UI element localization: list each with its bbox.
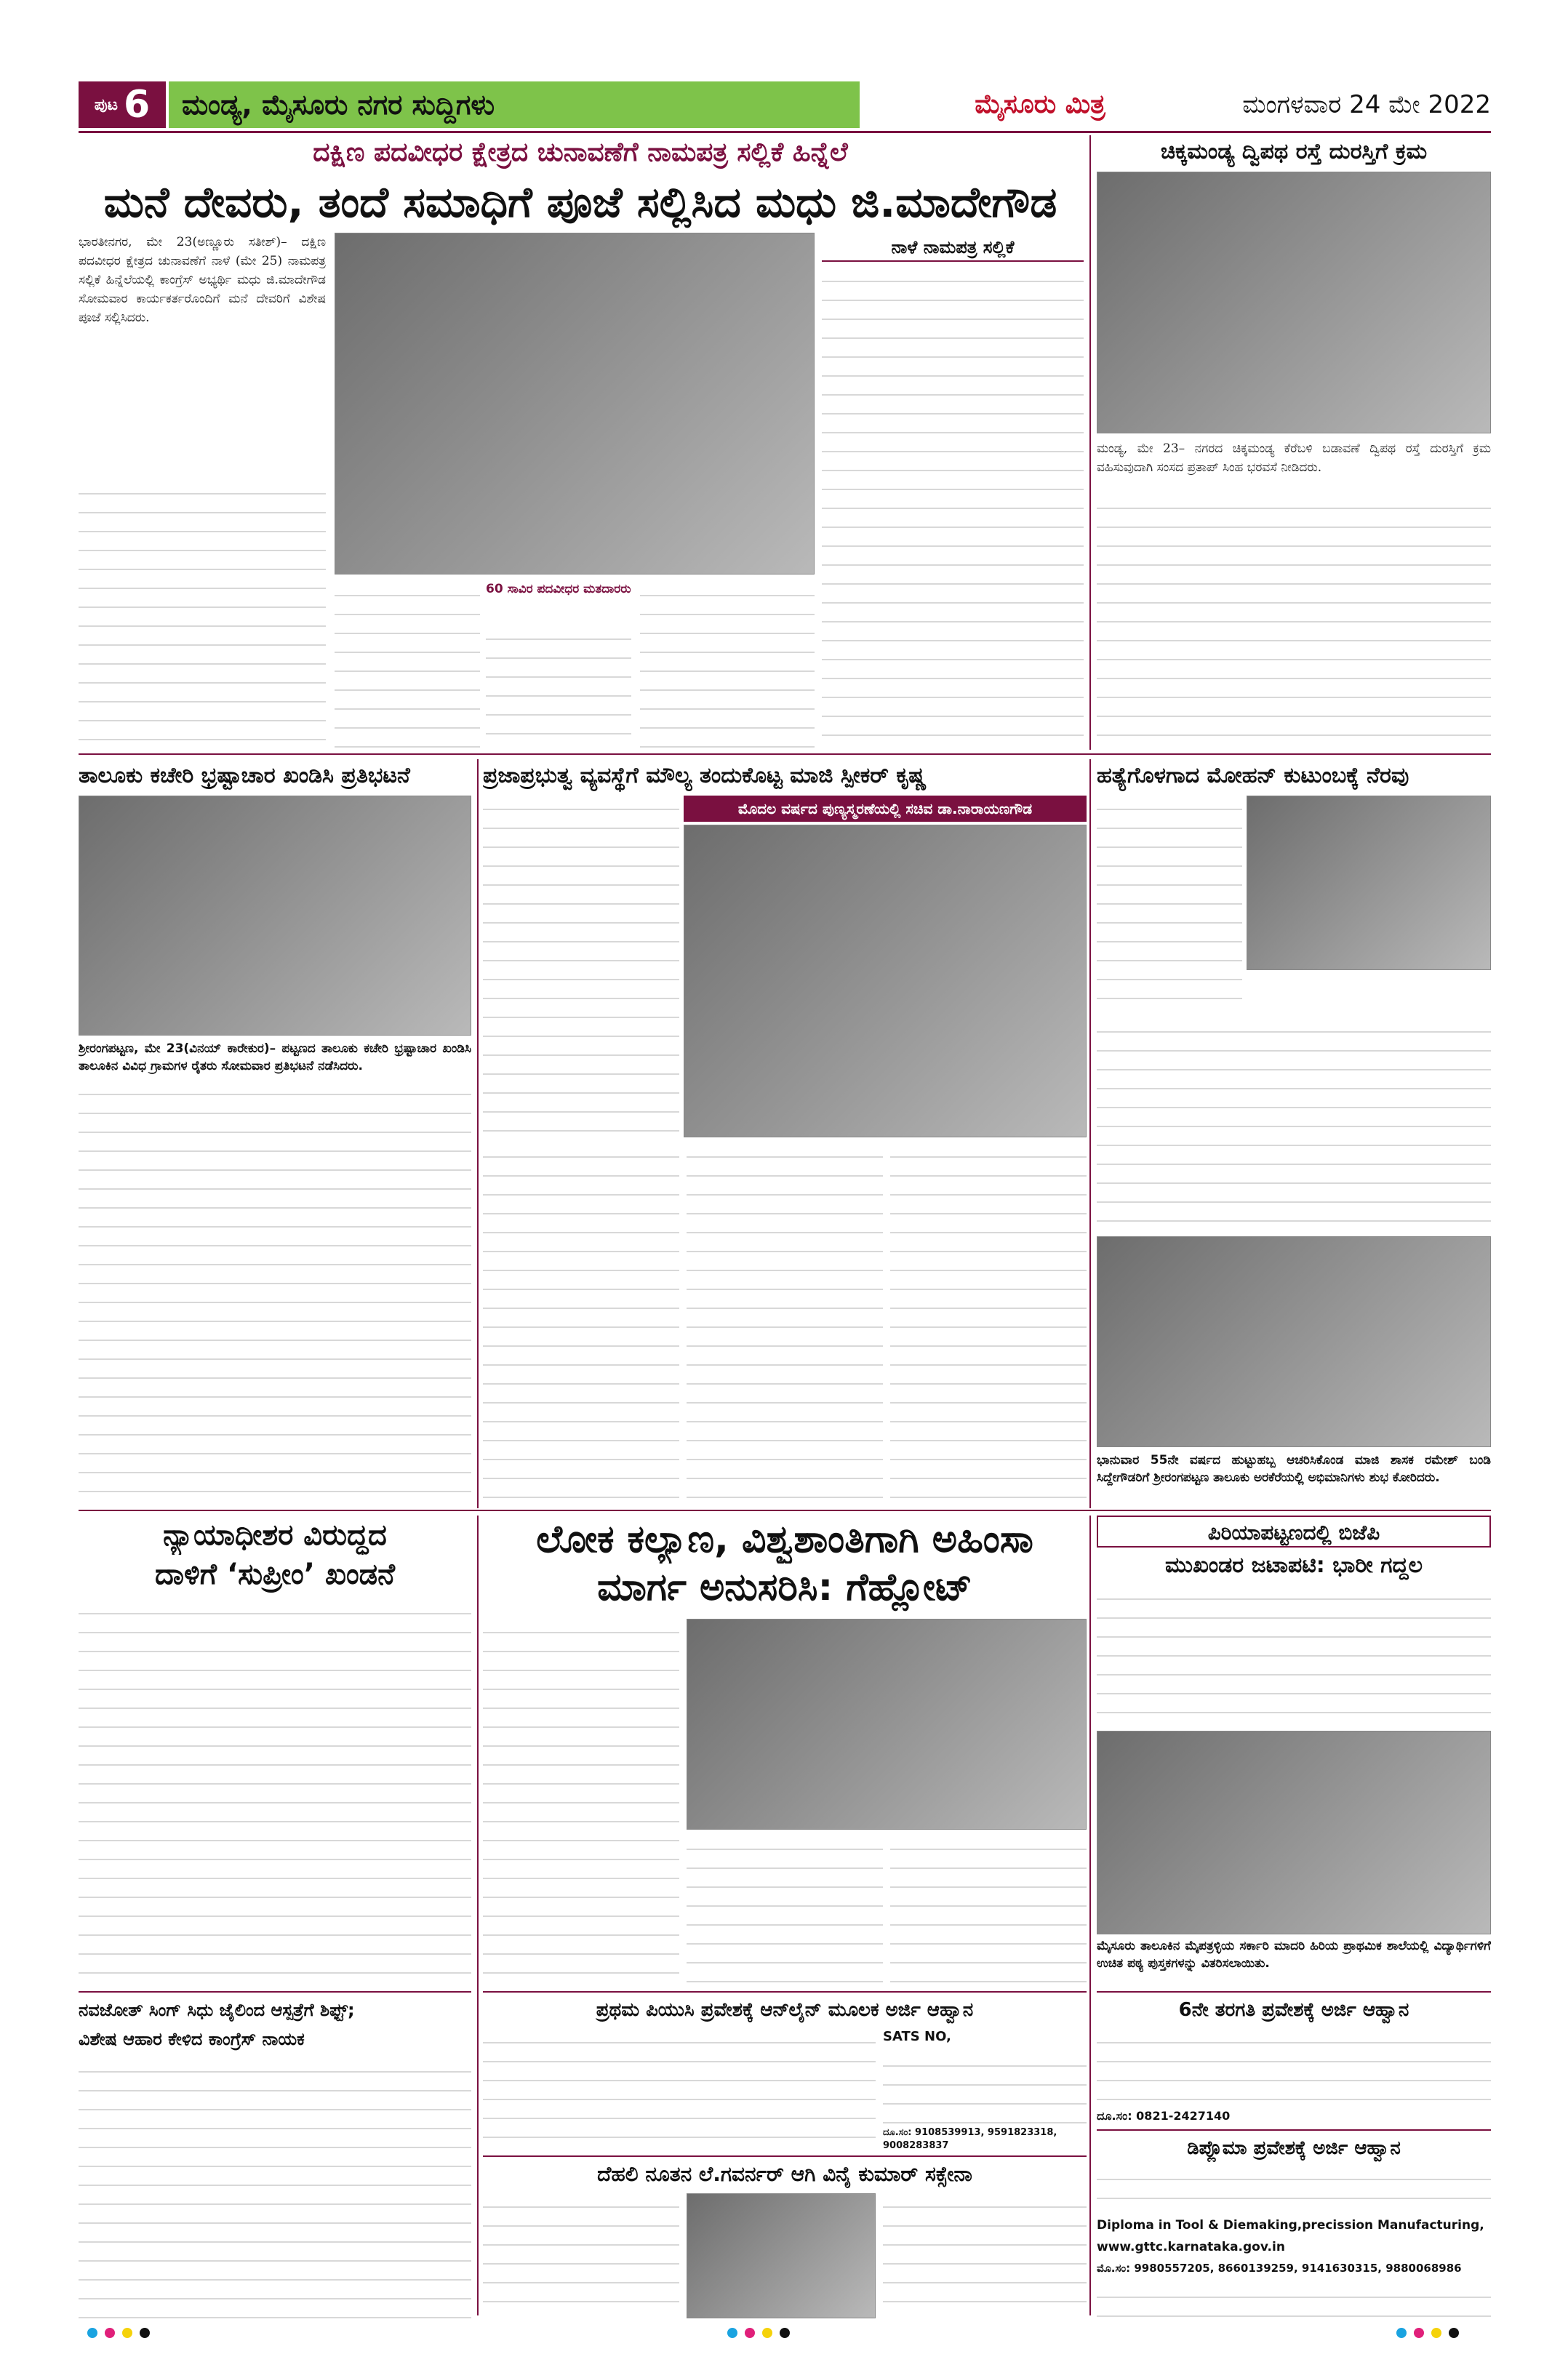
row2-left-caption: ಶ್ರೀರಂಗಪಟ್ಟಣ, ಮೇ 23(ವಿನಯ್ ಕಾರೇಕುರ)– ಪಟ್ಟಣದ ತಾಲೂಕು ಕಚೇರಿ ಭ್ರಷ್ಟಾಚಾರ ಖಂಡಿಸಿ ತಾಲೂಕಿನ ವಿವಿಧ ಗ್ರಾಮಗಳ ರೈತರು ಸೋಮವಾರ ಪ್ರತಿಭಟನೆ ನಡೆಸಿದರು. [79, 1041, 471, 1073]
page-number-badge [79, 81, 166, 128]
row2-right-column-1 [1097, 796, 1242, 1014]
row4-right-headline: 6ನೇ ತರಗತಿ ಪ್ರವೇಶಕ್ಕೆ ಅರ್ಜಿ ಆಹ್ವಾನ [1178, 1999, 1409, 2021]
right-top-photo [1097, 172, 1491, 433]
top-story-intro: ಭಾರತೀನಗರ, ಮೇ 23(ಅಣ್ಣೂರು ಸತೀಶ್)– ದಕ್ಷಿಣ ಪದವೀಧರ ಕ್ಷೇತ್ರದ ಚುನಾವಣೆಗೆ ನಾಳೆ (ಮೇ 25) ನಾಮಪತ್ರ ಸಲ್ಲಿಕೆ ಹಿನ್ನೆಲೆಯಲ್ಲಿ ಕಾಂಗ್ರೆಸ್ ಅಭ್ಯರ್ಥಿ ಮಧು ಜಿ.ಮಾದೇಗೌಡ ಸೋಮವಾರ ಕಾರ್ಯಕರ್ತರೊಂದಿಗೆ ಮನೆ ದೇವರಿಗೆ ವಿಶೇಷ ಪೂಜೆ ಸಲ್ಲಿಸಿದರು. [79, 235, 326, 325]
row4-mid-headline: ಪ್ರಥಮ ಪಿಯುಸಿ ಪ್ರವೇಶಕ್ಕೆ ಆನ್‍ಲೈನ್ ಮೂಲಕ ಅರ್ಜಿ ಆಹ್ವಾನ [596, 1999, 974, 2021]
row3-left-headline-2: ದಾಳಿಗೆ ‘ಸುಪ್ರೀಂ’ ಖಂಡನೆ [154, 1558, 395, 1591]
divider [1089, 1516, 1091, 2315]
top-story-column-4 [640, 582, 815, 749]
row2-right-caption: ಭಾನುವಾರ 55ನೇ ವರ್ಷದ ಹುಟ್ಟುಹಬ್ಬ ಆಚರಿಸಿಕೊಂಡ ಮಾಜಿ ಶಾಸಕ ರಮೇಶ್ ಬಂಡಿ ಸಿದ್ದೇಗೌಡರಿಗೆ ಶ್ರೀರಂಗಪಟ್ಟಣ ತಾಲೂಕು ಅರಕೆರೆಯಲ್ಲಿ ಅಭಿಮಾನಿಗಳು ಶುಭ ಕೋರಿದರು. [1097, 1453, 1491, 1485]
row2-right-headline: ಹತ್ಯೆಗೊಳಗಾದ ಮೋಹನ್ ಕುಟುಂಬಕ್ಕೆ ನೆರವು [1097, 763, 1409, 788]
row4-right-phone: ದೂ.ಸಂ: 0821-2427140 [1097, 2109, 1231, 2123]
row3-right-caption: ಮೈಸೂರು ತಾಲೂಕಿನ ಮೈಪತ್ರಳ್ಳಿಯ ಸರ್ಕಾರಿ ಮಾದರಿ ಹಿರಿಯ ಪ್ರಾಥಮಿಕ ಶಾಲೆಯಲ್ಲಿ ವಿದ್ಯಾರ್ಥಿಗಳಿಗೆ ಉಚಿತ ಪಠ್ಯ ಪುಸ್ತಕಗಳನ್ನು ವಿತರಿಸಲಾಯಿತು. [1097, 1939, 1491, 1971]
divider [1097, 2129, 1491, 2131]
row2-left-headline: ತಾಲೂಕು ಕಚೇರಿ ಭ್ರಷ್ಟಾಚಾರ ಖಂಡಿಸಿ ಪ್ರತಿಭಟನೆ [79, 763, 410, 788]
row3-left-body [79, 1600, 471, 1985]
row3-right-body [1097, 1585, 1491, 1724]
row2-left-body [79, 1081, 471, 1502]
row4-right2-course: Diploma in Tool & Diemaking,precission Manufacturing, [1097, 2218, 1484, 2233]
divider [79, 1991, 471, 1993]
divider [483, 2155, 1087, 2157]
row4-right2-tail [1097, 2283, 1491, 2318]
row2-mid-headline: ಪ್ರಜಾಪ್ರಭುತ್ವ ವ್ಯವಸ್ಥೆಗೆ ಮೌಲ್ಯ ತಂದುಕೊಟ್ಟ ಮಾಜಿ ಸ್ಪೀಕರ್ ಕೃಷ್ಣ [483, 763, 927, 788]
row4-right2-headline: ಡಿಪ್ಲೊಮಾ ಪ್ರವೇಶಕ್ಕೆ ಅರ್ಜಿ ಆಹ್ವಾನ [1187, 2137, 1401, 2159]
issue-date: ಮಂಗಳವಾರ 24 ಮೇ 2022 [1242, 90, 1491, 119]
divider [477, 1516, 479, 2315]
top-story-sidebar-body [822, 268, 1084, 749]
row4-right2-phone: ಮೊ.ಸಂ: 9980557205, 8660139259, 9141630315, 9880068986 [1097, 2262, 1462, 2275]
row4-right2-body [1097, 2166, 1491, 2217]
top-story-column-2 [335, 582, 480, 749]
row4-right2-website: www.gttc.karnataka.gov.in [1097, 2240, 1285, 2254]
row3-mid-photo [687, 1619, 1087, 1830]
top-story-subhead: 60 ಸಾವಿರ ಪದವೀಧರ ಮತದಾರರು [486, 582, 631, 596]
row2-mid-column-1 [483, 796, 679, 1137]
page-number: 6 [124, 83, 151, 127]
top-story-kicker: ದಕ್ಷಿಣ ಪದವೀಧರ ಕ್ಷೇತ್ರದ ಚುನಾವಣೆಗೆ ನಾಮಪತ್ರ ಸಲ್ಲಿಕೆ ಹಿನ್ನೆಲೆ [313, 137, 848, 167]
row2-mid-column-2 [483, 1143, 679, 1502]
row4-mid-sats: SATS NO, [883, 2029, 951, 2044]
row2-mid-photo [684, 825, 1087, 1137]
row2-mid-banner: ಮೊದಲ ವರ್ಷದ ಪುಣ್ಯಸ್ಮರಣೆಯಲ್ಲಿ ಸಚಿವ ಡಾ.ನಾರಾಯಣಗೌಡ [684, 796, 1087, 822]
row4-mid2-photo [687, 2193, 876, 2318]
header-rule [79, 131, 1491, 133]
row3-left-headline-1: ನ್ಯಾಯಾಧೀಶರ ವಿರುದ್ಧದ [163, 1518, 387, 1552]
row2-mid-column-4 [890, 1143, 1087, 1502]
row2-right-photo-2 [1097, 1236, 1491, 1447]
top-story-sidebar-title: ನಾಳೆ ನಾಮಪತ್ರ ಸಲ್ಲಿಕೆ [822, 233, 1084, 262]
page-label: ಪುಟ [94, 95, 119, 114]
divider [1089, 135, 1091, 750]
right-top-body [1097, 495, 1491, 749]
row4-mid-body [483, 2029, 876, 2153]
right-top-intro: ಮಂಡ್ಯ, ಮೇ 23– ನಗರದ ಚಿಕ್ಕಮಂಡ್ಯ ಕೆರೆಬಳಿ ಬಡಾವಣೆ ದ್ವಿಪಥ ರಸ್ತೆ ದುರಸ್ತಿಗೆ ಕ್ರಮ ವಹಿಸುವುದಾಗಿ ಸಂಸದ ಪ್ರತಾಪ್ ಸಿಂಹ ಭರವಸೆ ನೀಡಿದರು. [1097, 441, 1491, 475]
row3-mid-column-1 [483, 1619, 679, 1982]
row4-mid2-column-1 [483, 2193, 679, 2318]
row4-left-headline-1: ನವಜೋತ್ ಸಿಂಗ್ ಸಿಧು ಜೈಲಿಂದ ಆಸ್ಪತ್ರೆಗೆ ಶಿಫ್ಟ್; [79, 2000, 355, 2020]
registration-marks-right [1396, 2327, 1542, 2349]
row2-right-body [1097, 1018, 1491, 1229]
row4-mid2-column-2 [883, 2193, 1087, 2318]
row4-mid-side-body [883, 2052, 1087, 2125]
divider [1089, 759, 1091, 1508]
row3-mid-headline-1: ಲೋಕ ಕಲ್ಯಾಣ, ವಿಶ್ವಶಾಂತಿಗಾಗಿ ಅಹಿಂಸಾ [536, 1518, 1033, 1561]
row4-mid2-headline: ದೆಹಲಿ ನೂತನ ಲೆ.ಗವರ್ನರ್ ಆಗಿ ವಿನೈ ಕುಮಾರ್ ಸಕ್ಸೇನಾ [597, 2162, 972, 2186]
divider [1097, 1991, 1491, 1993]
right-top-headline: ಚಿಕ್ಕಮಂಡ್ಯ ದ್ವಿಪಥ ರಸ್ತೆ ದುರಸ್ತಿಗೆ ಕ್ರಮ [1160, 139, 1428, 164]
divider [477, 759, 479, 1508]
registration-marks-left [87, 2327, 233, 2349]
divider [79, 753, 1491, 755]
row3-mid-column-3 [890, 1835, 1087, 1982]
row3-mid-headline-2: ಮಾರ್ಗ ಅನುಸರಿಸಿ: ಗೆಹ್ಲೋಟ್ [597, 1566, 972, 1609]
row4-left-headline-2: ವಿಶೇಷ ಆಹಾರ ಕೇಳಿದ ಕಾಂಗ್ರೆಸ್ ನಾಯಕ [79, 2029, 305, 2049]
registration-marks-center [727, 2327, 873, 2349]
row2-left-photo [79, 796, 471, 1036]
divider [483, 1991, 1087, 1993]
row3-right-photo [1097, 1731, 1491, 1934]
row4-left-body [79, 2058, 471, 2320]
row2-mid-column-3 [687, 1143, 883, 1502]
row3-mid-column-2 [687, 1835, 883, 1982]
section-title: ಮಂಡ್ಯ, ಮೈಸೂರು ನಗರ ಸುದ್ದಿಗಳು [169, 81, 860, 128]
row3-right-headline: ಮುಖಂಡರ ಜಟಾಪಟಿ: ಭಾರೀ ಗದ್ದಲ [1164, 1553, 1423, 1578]
masthead: ಮೈಸೂರು ಮಿತ್ರ [975, 89, 1105, 119]
top-story-photo [335, 233, 815, 575]
top-story-column-3 [486, 625, 631, 749]
top-story-headline: ಮನೆ ದೇವರು, ತಂದೆ ಸಮಾಧಿಗೆ ಪೂಜೆ ಸಲ್ಲಿಸಿದ ಮಧು ಜಿ.ಮಾದೇಗೌಡ [103, 177, 1057, 227]
row4-right-body [1097, 2029, 1491, 2109]
row2-right-photo-1 [1247, 796, 1491, 970]
top-story-column-1 [79, 480, 326, 749]
row3-right-box-title: ಪಿರಿಯಾಪಟ್ಟಣದಲ್ಲಿ ಬಿಜೆಪಿ [1097, 1516, 1491, 1548]
row4-mid-phone: ದೂ.ಸಂ: 9108539913, 9591823318, 9008283837 [883, 2127, 1057, 2151]
divider [79, 1510, 1491, 1511]
